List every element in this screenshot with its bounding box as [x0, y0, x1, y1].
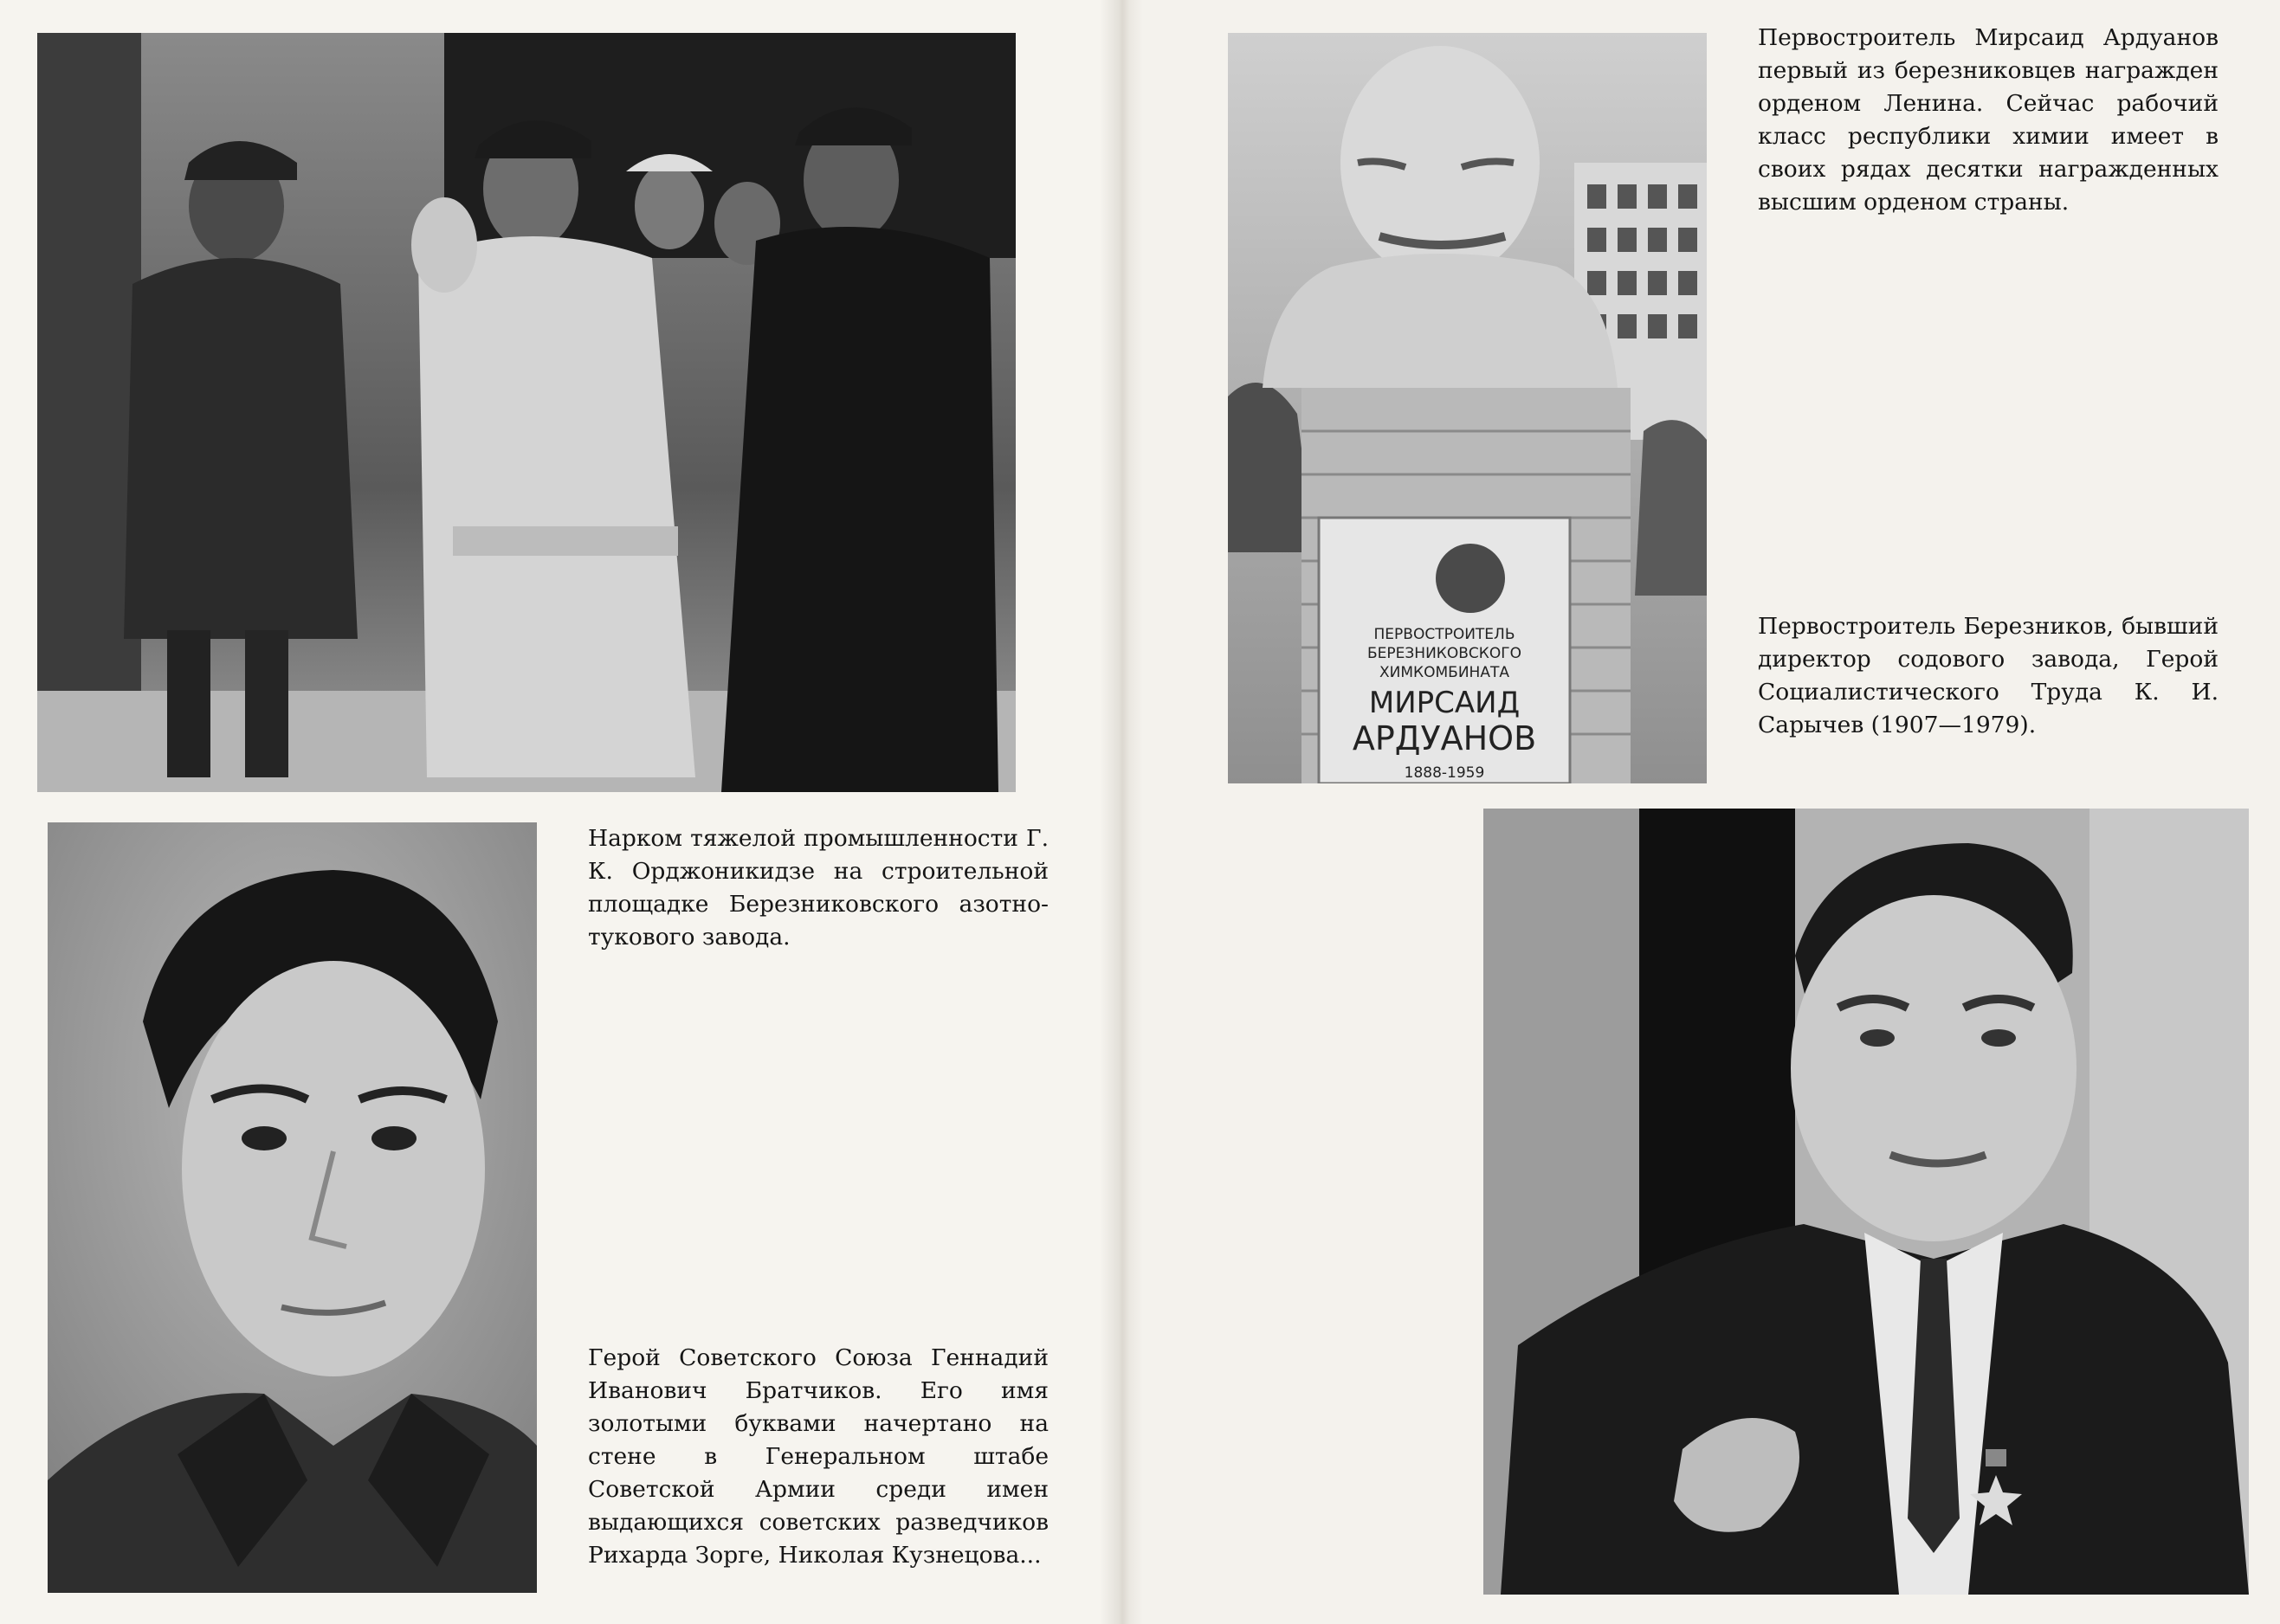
- photo-sarychev-portrait-icon: [1483, 809, 2249, 1595]
- plaque-line-1: ПЕРВОСТРОИТЕЛЬ: [1373, 626, 1515, 643]
- plaque-line-6: 1888-1959: [1404, 764, 1485, 782]
- plaque-line-4: МИРСАИД: [1368, 686, 1521, 720]
- plaque-line-3: ХИМКОМБИНАТА: [1379, 664, 1509, 681]
- photo-sarychev-portrait: [1483, 809, 2249, 1595]
- caption-arduanov: Первостроитель Мирсаид Ардуанов первый из березниковцев награжден орденом Ленина. Сейчас рабочий класс республики химии имеет в своих рядах десятки награжденных высшим орденом страны.: [1758, 24, 2219, 216]
- photo-bratchikov-portrait: [48, 822, 537, 1593]
- caption-ordzhonikidze: Нарком тяжелой промышленности Г. К. Орджоникидзе на строительной площадке Березниковского азотно-тукового завода.: [588, 825, 1049, 951]
- book-spine: [1100, 0, 1143, 1624]
- photo-arduanov-monument: [1228, 33, 1707, 783]
- plaque-line-2: БЕРЕЗНИКОВСКОГО: [1367, 645, 1521, 662]
- photo-ordzhonikidze-group: [37, 33, 1016, 792]
- caption-sarychev: Первостроитель Березников, бывший директор содового завода, Герой Социалистического Труда К. И. Сарычев (1907—1979).: [1758, 613, 2219, 738]
- photo-arduanov-monument-icon: [1228, 33, 1707, 783]
- photo-bratchikov-portrait-icon: [48, 822, 537, 1593]
- photo-ordzhonikidze-group-icon: [37, 33, 1016, 792]
- caption-bratchikov: Герой Советского Союза Геннадий Иванович Братчиков. Его имя золотыми буквами начертано на стене в Генеральном штабе Советской Армии среди имен выдающихся советских разведчиков Рихарда Зорге, Николая Кузнецова...: [588, 1344, 1049, 1569]
- plaque-line-5: АРДУАНОВ: [1352, 719, 1537, 757]
